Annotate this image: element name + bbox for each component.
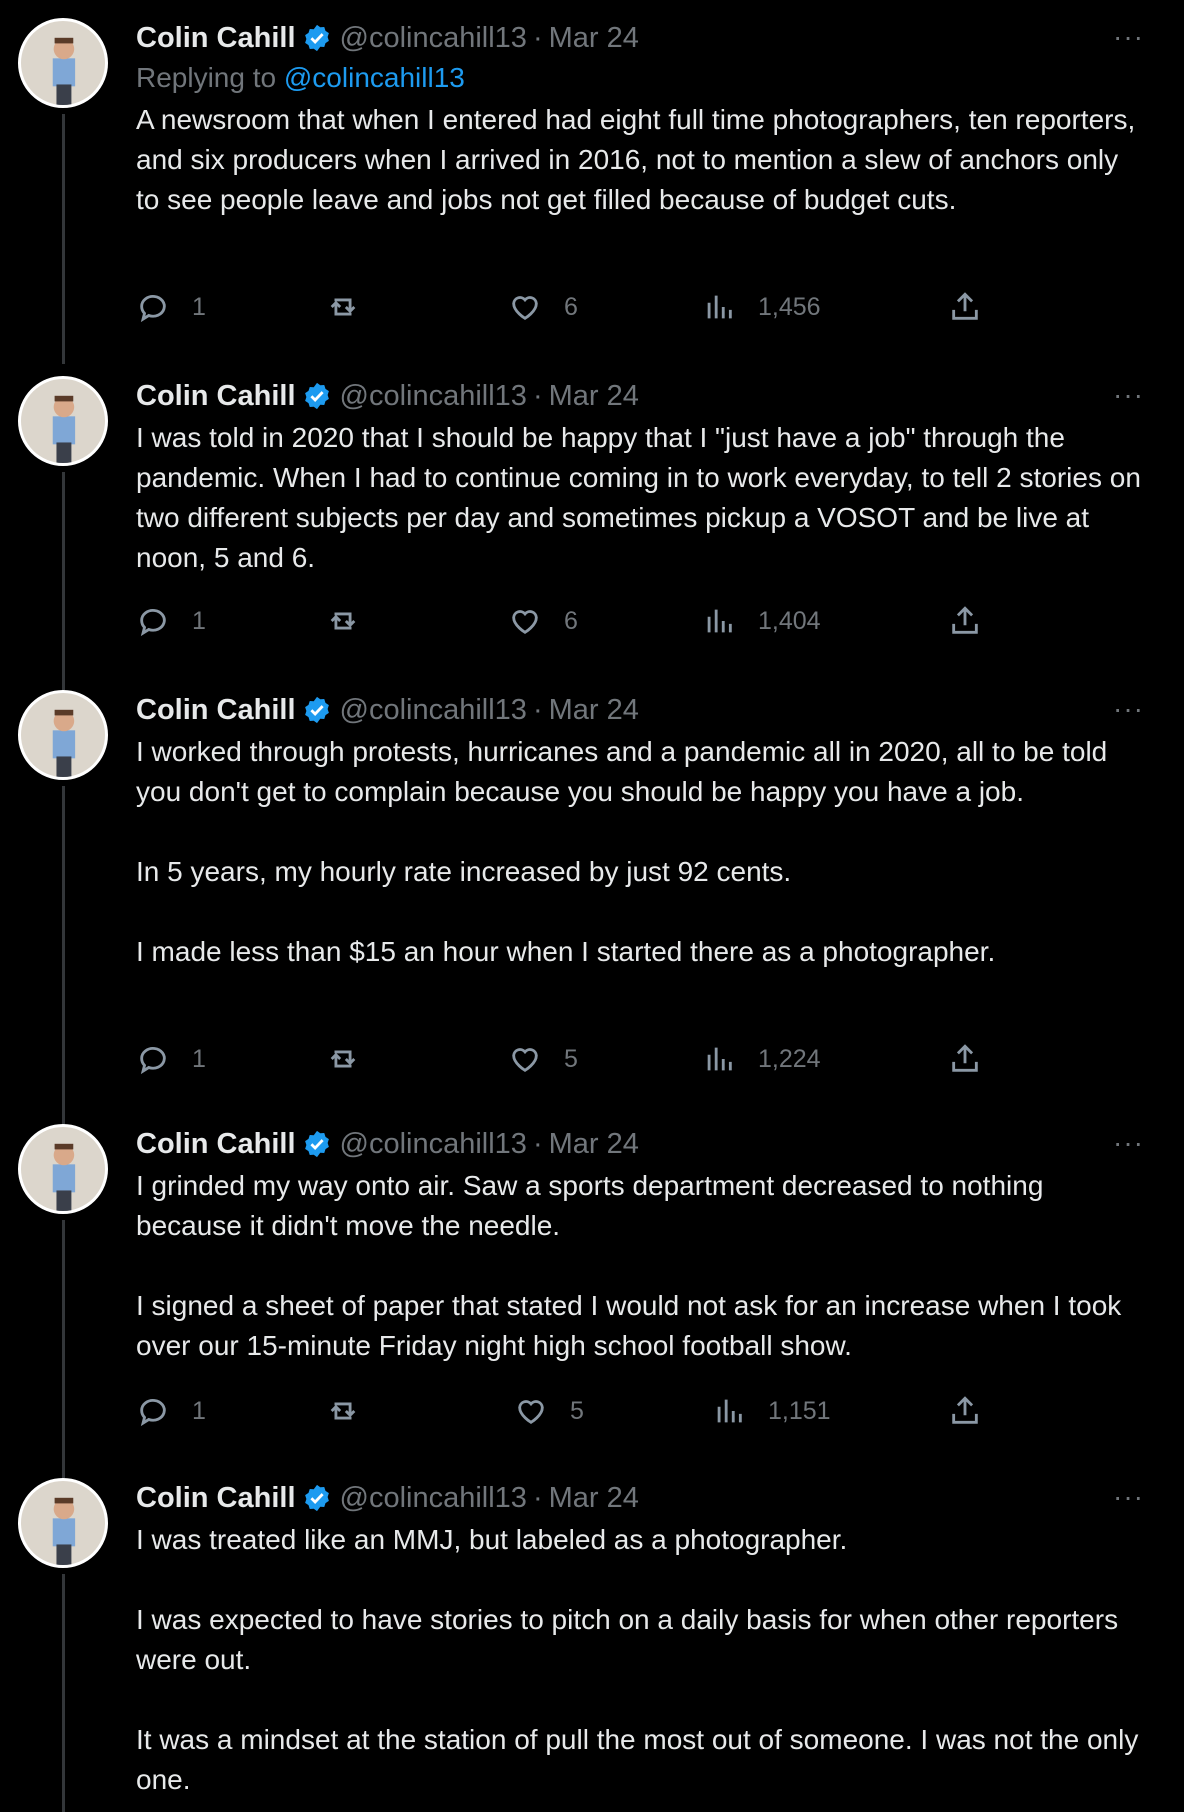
like-button[interactable] <box>508 604 578 638</box>
author-name[interactable]: Colin Cahill <box>136 1127 296 1160</box>
reply-icon <box>136 290 170 324</box>
action-bar <box>136 604 1016 644</box>
repost-icon <box>326 1042 360 1076</box>
avatar-rail <box>0 18 136 358</box>
reply-count: 1 <box>192 606 206 635</box>
share-button[interactable] <box>948 290 982 324</box>
views-icon <box>702 290 736 324</box>
author-handle[interactable]: @colincahill13 <box>339 379 527 412</box>
heart-icon <box>508 604 542 638</box>
avatar[interactable] <box>18 690 108 780</box>
tweet-header <box>136 1478 1144 1518</box>
avatar-rail <box>0 690 136 1106</box>
thread-line <box>62 1574 65 1812</box>
views-icon <box>712 1394 746 1428</box>
replying-prefix: Replying to <box>136 62 277 93</box>
reply-icon <box>136 1394 170 1428</box>
author-name[interactable]: Colin Cahill <box>136 21 296 54</box>
reply-count: 1 <box>192 1044 206 1073</box>
author-name[interactable]: Colin Cahill <box>136 693 296 726</box>
tweet[interactable] <box>0 376 1184 672</box>
verified-badge-icon <box>302 695 332 725</box>
like-count: 5 <box>570 1396 584 1425</box>
share-icon <box>948 1394 982 1428</box>
share-icon <box>948 1042 982 1076</box>
tweet-text: I grinded my way onto air. Saw a sports department decreased to nothing because it didn't move the needle. I signed a sheet of paper that stated I would not ask for an increase when I took over our 15-minute Friday night high school football show. <box>136 1170 1122 1361</box>
tweet-date[interactable]: Mar 24 <box>548 1127 639 1160</box>
author-handle[interactable]: @colincahill13 <box>339 1481 527 1514</box>
more-options-icon[interactable]: ··· <box>1113 1127 1144 1158</box>
action-bar <box>136 290 1016 330</box>
thread-line <box>62 1220 65 1478</box>
tweet-text: A newsroom that when I entered had eight full time photographers, ten reporters, and six producers when I arrived in 2016, not to mention a slew of anchors only to see people leave and jobs not get filled because of budget cuts. <box>136 104 1136 215</box>
replying-to <box>136 58 1144 98</box>
separator: · <box>532 1481 543 1514</box>
more-options-icon[interactable]: ··· <box>1113 379 1144 410</box>
mention-link[interactable]: @colincahill13 <box>283 62 465 93</box>
avatar-rail <box>0 1124 136 1460</box>
like-count: 6 <box>564 292 578 321</box>
author-name[interactable]: Colin Cahill <box>136 1481 296 1514</box>
tweet[interactable] <box>0 1124 1184 1460</box>
tweet[interactable] <box>0 690 1184 1106</box>
views-icon <box>702 1042 736 1076</box>
views-icon <box>702 604 736 638</box>
tweet-date[interactable]: Mar 24 <box>548 1481 639 1514</box>
verified-badge-icon <box>302 23 332 53</box>
author-handle[interactable]: @colincahill13 <box>339 21 527 54</box>
repost-button[interactable] <box>326 1394 360 1428</box>
heart-icon <box>508 290 542 324</box>
author-handle[interactable]: @colincahill13 <box>339 1127 527 1160</box>
heart-icon <box>508 1042 542 1076</box>
tweet-text: I worked through protests, hurricanes and a pandemic all in 2020, all to be told you don't get to complain because you should be happy you have a job. In 5 years, my hourly rate increased by just 92 cents. I made less than $15 an hour when I started there as a photographer. <box>136 736 1108 967</box>
more-options-icon[interactable]: ··· <box>1113 693 1144 724</box>
tweet-date[interactable]: Mar 24 <box>548 21 639 54</box>
avatar-rail <box>0 1478 136 1812</box>
more-options-icon[interactable]: ··· <box>1113 21 1144 52</box>
tweet-text: I was told in 2020 that I should be happy that I "just have a job" through the pandemic. When I had to continue coming in to work everyday, to tell 2 stories on two different subjects per day and sometimes pickup a VOSOT and be live at noon, 5 and 6. <box>136 422 1141 573</box>
tweet-header <box>136 690 1144 730</box>
reply-count: 1 <box>192 1396 206 1425</box>
tweet[interactable] <box>0 1478 1184 1812</box>
share-button[interactable] <box>948 1394 982 1428</box>
repost-button[interactable] <box>326 290 360 324</box>
heart-icon <box>514 1394 548 1428</box>
separator: · <box>532 1127 543 1160</box>
reply-button[interactable] <box>136 290 206 324</box>
share-icon <box>948 604 982 638</box>
separator: · <box>532 379 543 412</box>
separator: · <box>532 21 543 54</box>
views-count: 1,224 <box>758 1044 821 1073</box>
separator: · <box>532 693 543 726</box>
views-button[interactable] <box>712 1394 831 1428</box>
author-name[interactable]: Colin Cahill <box>136 379 296 412</box>
repost-icon <box>326 290 360 324</box>
share-button[interactable] <box>948 1042 982 1076</box>
like-button[interactable] <box>508 1042 578 1076</box>
avatar[interactable] <box>18 376 108 466</box>
views-count: 1,151 <box>768 1396 831 1425</box>
author-handle[interactable]: @colincahill13 <box>339 693 527 726</box>
reply-count: 1 <box>192 292 206 321</box>
repost-button[interactable] <box>326 1042 360 1076</box>
thread-line <box>62 786 65 1128</box>
thread-line <box>62 114 65 364</box>
verified-badge-icon <box>302 1483 332 1513</box>
reply-button[interactable] <box>136 1042 206 1076</box>
avatar[interactable] <box>18 1478 108 1568</box>
action-bar <box>136 1394 1016 1434</box>
like-button[interactable] <box>514 1394 584 1428</box>
verified-badge-icon <box>302 1129 332 1159</box>
like-count: 6 <box>564 606 578 635</box>
repost-icon <box>326 604 360 638</box>
avatar[interactable] <box>18 18 108 108</box>
like-count: 5 <box>564 1044 578 1073</box>
views-count: 1,404 <box>758 606 821 635</box>
verified-badge-icon <box>302 381 332 411</box>
views-button[interactable] <box>702 604 821 638</box>
avatar[interactable] <box>18 1124 108 1214</box>
tweet[interactable] <box>0 18 1184 358</box>
avatar-rail <box>0 376 136 672</box>
share-button[interactable] <box>948 604 982 638</box>
tweet-header <box>136 18 1144 58</box>
tweet-date[interactable]: Mar 24 <box>548 693 639 726</box>
action-bar <box>136 1042 1016 1082</box>
views-count: 1,456 <box>758 292 821 321</box>
reply-icon <box>136 604 170 638</box>
repost-button[interactable] <box>326 604 360 638</box>
views-button[interactable] <box>702 290 821 324</box>
more-options-icon[interactable]: ··· <box>1113 1481 1144 1512</box>
tweet-header <box>136 1124 1144 1164</box>
share-icon <box>948 290 982 324</box>
tweet-text: I was treated like an MMJ, but labeled as a photographer. I was expected to have stories to pitch on a daily basis for when other reporters were out. It was a mindset at the station of pull the most out of someone. I was not the only one. <box>136 1524 1139 1795</box>
repost-icon <box>326 1394 360 1428</box>
thread-line <box>62 472 65 690</box>
reply-icon <box>136 1042 170 1076</box>
tweet-date[interactable]: Mar 24 <box>548 379 639 412</box>
reply-button[interactable] <box>136 604 206 638</box>
reply-button[interactable] <box>136 1394 206 1428</box>
like-button[interactable] <box>508 290 578 324</box>
views-button[interactable] <box>702 1042 821 1076</box>
tweet-header <box>136 376 1144 416</box>
